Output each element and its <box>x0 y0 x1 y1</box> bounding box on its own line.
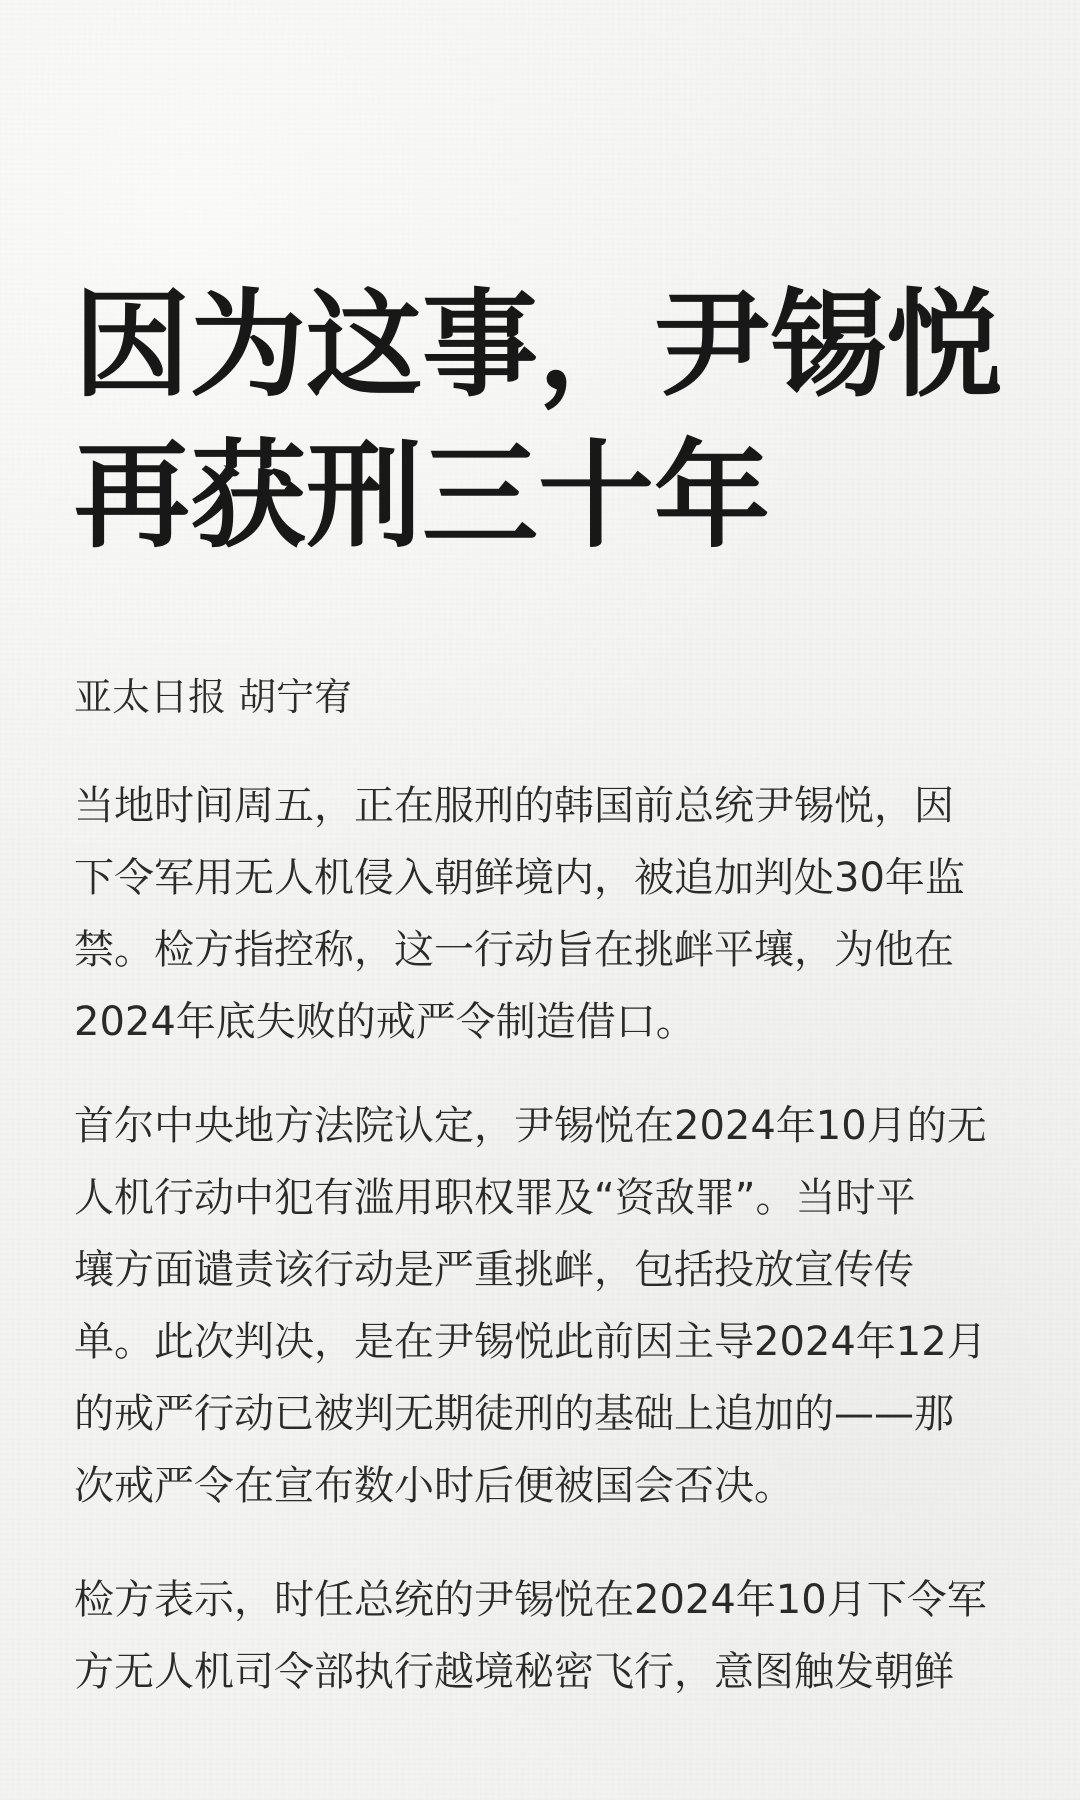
paragraph-line: 检方表示，时任总统的尹锡悦在2024年10月下令军 <box>74 1577 987 1623</box>
paragraph-line: 方无人机司令部执行越境秘密飞行，意图触发朝鲜 <box>74 1649 954 1695</box>
title-line: 因为这事，尹锡悦 <box>74 277 1002 413</box>
paragraph-2 <box>74 1090 1012 1522</box>
article-byline: 亚太日报 胡宁宥 <box>74 675 353 719</box>
paragraph-line: 禁。检方指控称，这一行动旨在挑衅平壤，为他在 <box>74 927 954 973</box>
title-line: 再获刑三十年 <box>74 428 770 564</box>
paragraph-1 <box>74 770 1012 1058</box>
paragraph-line: 当地时间周五，正在服刑的韩国前总统尹锡悦，因 <box>74 783 954 829</box>
paragraph-line: 的戒严行动已被判无期徒刑的基础上追加的——那 <box>74 1391 954 1437</box>
paragraph-line: 首尔中央地方法院认定，尹锡悦在2024年10月的无 <box>74 1103 987 1149</box>
paragraph-line: 单。此次判决，是在尹锡悦此前因主导2024年12月 <box>74 1319 987 1365</box>
paragraph-line: 次戒严令在宣布数小时后便被国会否决。 <box>74 1463 794 1509</box>
paragraph-3 <box>74 1564 1012 1708</box>
article-title <box>74 270 1012 572</box>
paragraph-line: 2024年底失败的戒严令制造借口。 <box>74 999 696 1045</box>
paragraph-line: 人机行动中犯有滥用职权罪及“资敌罪”。当时平 <box>74 1175 916 1221</box>
paragraph-line: 下令军用无人机侵入朝鲜境内，被追加判处30年监 <box>74 855 965 901</box>
paragraph-line: 壤方面谴责该行动是严重挑衅，包括投放宣传传 <box>74 1247 914 1293</box>
